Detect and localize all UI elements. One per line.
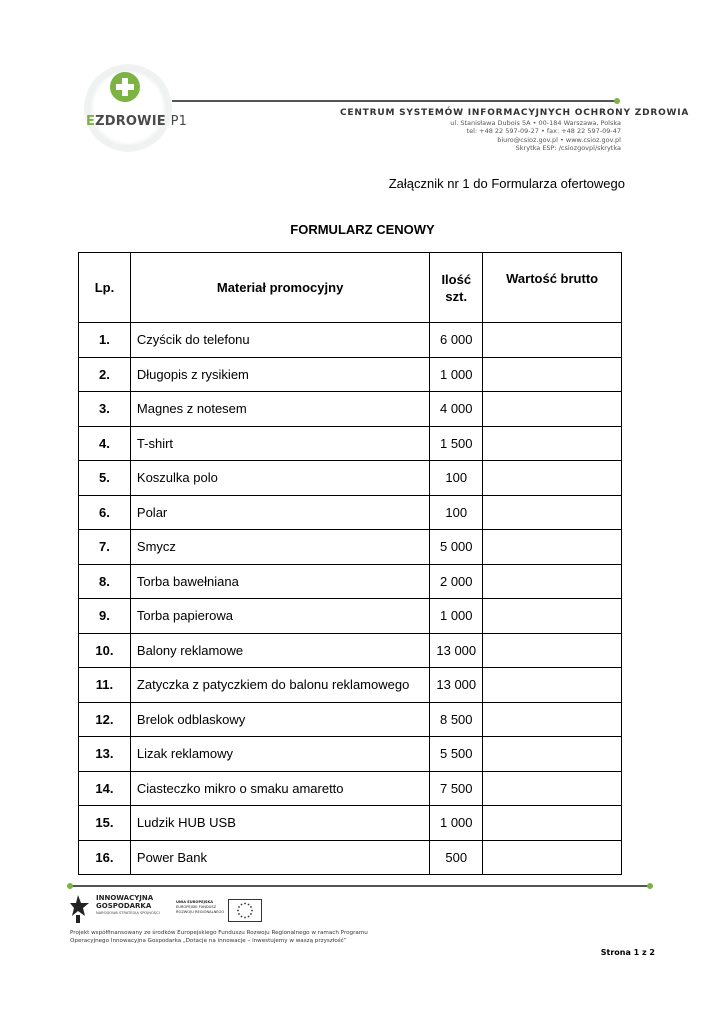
row-gross-value[interactable]: [483, 633, 622, 668]
row-lp: 5.: [79, 461, 131, 496]
table-row: [79, 840, 622, 875]
row-material: Zatyczka z patyczkiem do balonu reklamowego: [130, 668, 429, 703]
table-header-row: [79, 253, 622, 323]
row-material: Torba papierowa: [130, 599, 429, 634]
row-quantity: 4 000: [430, 392, 483, 427]
row-gross-value[interactable]: [483, 771, 622, 806]
row-material: Koszulka polo: [130, 461, 429, 496]
row-quantity: 1 500: [430, 426, 483, 461]
table-row: [79, 737, 622, 772]
row-lp: 11.: [79, 668, 131, 703]
header-divider: [172, 100, 616, 102]
organization-contact: [450, 119, 621, 152]
innowacyjna-gospodarka-logo: INNOWACYJNA GOSPODARKA NARODOWA STRATEGIA SPÓJNOŚCI: [70, 893, 185, 925]
row-material: Smycz: [130, 530, 429, 565]
row-material: T-shirt: [130, 426, 429, 461]
row-gross-value[interactable]: [483, 737, 622, 772]
table-row: [79, 599, 622, 634]
row-quantity: 6 000: [430, 323, 483, 358]
row-gross-value[interactable]: [483, 392, 622, 427]
table-row: [79, 668, 622, 703]
row-lp: 16.: [79, 840, 131, 875]
row-lp: 8.: [79, 564, 131, 599]
row-lp: 9.: [79, 599, 131, 634]
table-row: [79, 564, 622, 599]
org-email-web: biuro@csioz.gov.pl • www.csioz.gov.pl: [497, 135, 621, 144]
row-quantity: 2 000: [430, 564, 483, 599]
row-lp: 6.: [79, 495, 131, 530]
row-quantity: 100: [430, 461, 483, 496]
row-quantity: 1 000: [430, 806, 483, 841]
row-material: Magnes z notesem: [130, 392, 429, 427]
price-table: [78, 252, 622, 875]
row-gross-value[interactable]: [483, 599, 622, 634]
header-material: Materiał promocyjny: [130, 253, 429, 323]
table-row: [79, 530, 622, 565]
org-esp: Skrytka ESP: /csiozgovpl/skrytka: [515, 143, 621, 152]
row-quantity: 500: [430, 840, 483, 875]
row-quantity: 13 000: [430, 633, 483, 668]
footer-divider: [70, 885, 650, 887]
table-row: [79, 495, 622, 530]
ezdrowie-logo: EZDROWIE P1: [78, 58, 182, 162]
row-gross-value[interactable]: [483, 564, 622, 599]
table-row: [79, 633, 622, 668]
row-gross-value[interactable]: [483, 530, 622, 565]
table-row: [79, 461, 622, 496]
table-row: [79, 357, 622, 392]
row-lp: 7.: [79, 530, 131, 565]
row-material: Czyścik do telefonu: [130, 323, 429, 358]
row-material: Balony reklamowe: [130, 633, 429, 668]
row-material: Lizak reklamowy: [130, 737, 429, 772]
row-lp: 1.: [79, 323, 131, 358]
row-lp: 12.: [79, 702, 131, 737]
row-gross-value[interactable]: [483, 668, 622, 703]
row-quantity: 5 000: [430, 530, 483, 565]
row-material: Ciasteczko mikro o smaku amaretto: [130, 771, 429, 806]
row-gross-value[interactable]: [483, 426, 622, 461]
organization-name: CENTRUM SYSTEMÓW INFORMACYJNYCH OCHRONY ZDROWIA: [340, 108, 690, 118]
row-material: Brelok odblaskowy: [130, 702, 429, 737]
row-lp: 15.: [79, 806, 131, 841]
row-quantity: 1 000: [430, 357, 483, 392]
eu-flag-icon: [228, 899, 262, 922]
row-lp: 2.: [79, 357, 131, 392]
footer-dot-right: [647, 883, 653, 889]
header-quantity: Ilość szt.: [430, 253, 483, 323]
table-row: [79, 771, 622, 806]
row-gross-value[interactable]: [483, 840, 622, 875]
row-material: Ludzik HUB USB: [130, 806, 429, 841]
row-material: Długopis z rysikiem: [130, 357, 429, 392]
project-funding-note: Projekt współfinansowany ze środków Europejskiego Funduszu Rozwoju Regionalnego w ramach Programu Operacyjnego Innowacyjna Gospodarka „Dotacje na innowacje – inwestujemy w waszą przyszłość”: [70, 930, 368, 944]
attachment-label: Załącznik nr 1 do Formularza ofertowego: [388, 176, 625, 191]
row-gross-value[interactable]: [483, 806, 622, 841]
row-quantity: 7 500: [430, 771, 483, 806]
row-lp: 3.: [79, 392, 131, 427]
row-material: Power Bank: [130, 840, 429, 875]
table-row: [79, 323, 622, 358]
header-dot: [614, 98, 620, 104]
row-gross-value[interactable]: [483, 323, 622, 358]
row-quantity: 100: [430, 495, 483, 530]
medical-cross-icon: [110, 72, 140, 102]
row-quantity: 8 500: [430, 702, 483, 737]
org-phone: tel: +48 22 597-09-27 • fax: +48 22 597-09-47: [466, 127, 621, 136]
page-number: Strona 1 z 2: [600, 948, 655, 957]
table-row: [79, 702, 622, 737]
org-address: ul. Stanisława Dubois 5A • 00-184 Warszawa, Polska: [450, 119, 621, 127]
row-material: Polar: [130, 495, 429, 530]
form-title: FORMULARZ CENOWY: [290, 222, 435, 237]
header-lp: Lp.: [79, 253, 131, 323]
table-row: [79, 806, 622, 841]
row-gross-value[interactable]: [483, 461, 622, 496]
row-quantity: 5 500: [430, 737, 483, 772]
table-row: [79, 426, 622, 461]
row-lp: 14.: [79, 771, 131, 806]
row-lp: 4.: [79, 426, 131, 461]
header-gross-value: Wartość brutto: [483, 253, 622, 323]
row-lp: 10.: [79, 633, 131, 668]
row-lp: 13.: [79, 737, 131, 772]
row-gross-value[interactable]: [483, 357, 622, 392]
footer-dot-left: [67, 883, 73, 889]
row-material: Torba bawełniana: [130, 564, 429, 599]
row-quantity: 13 000: [430, 668, 483, 703]
eu-fund-logo: UNIA EUROPEJSKA EUROPEJSKI FUNDUSZ ROZWOJU REGIONALNEGO: [176, 899, 262, 921]
row-gross-value[interactable]: [483, 495, 622, 530]
table-row: [79, 392, 622, 427]
row-quantity: 1 000: [430, 599, 483, 634]
star-figure-icon: [70, 893, 94, 923]
row-gross-value[interactable]: [483, 702, 622, 737]
